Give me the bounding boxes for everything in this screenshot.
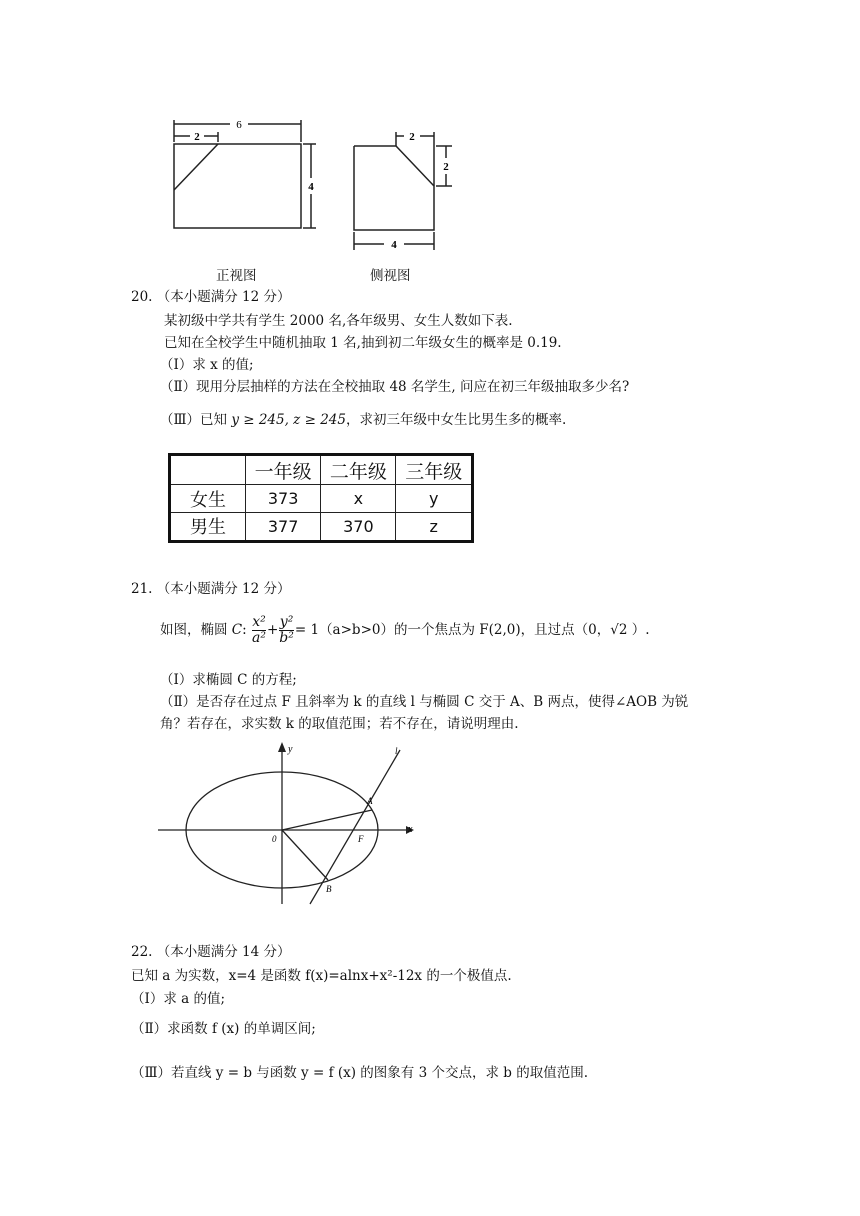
- q20-part3-prefix: （Ⅲ）已知: [160, 412, 232, 428]
- q20-part3-math: y ≥ 245, z ≥ 245: [231, 412, 346, 428]
- q20-line1: 某初级中学共有学生 2000 名,各年级男、女生人数如下表.: [164, 313, 513, 329]
- table-cell: 373: [246, 485, 321, 513]
- side-view: [354, 132, 452, 250]
- table-cell: 370: [321, 512, 396, 541]
- origin-label: 0: [272, 834, 277, 844]
- table-row-label: 男生: [170, 512, 246, 541]
- table-header-cell: 三年级: [396, 455, 473, 485]
- table-cell: z: [396, 512, 473, 541]
- table-row: [170, 485, 473, 513]
- ellipse-name: C: [231, 622, 243, 638]
- front-dim-small: 2: [194, 131, 200, 143]
- eq-rhs: = 1: [294, 622, 320, 638]
- table-corner-cell: [170, 455, 246, 485]
- side-dim-side: 2: [443, 161, 449, 173]
- point-b-label: B: [326, 884, 332, 894]
- table-header-cell: 二年级: [321, 455, 396, 485]
- three-view-figures: [160, 112, 480, 252]
- table-header-cell: 一年级: [246, 455, 321, 485]
- q20-line2: 已知在全校学生中随机抽取 1 名,抽到初二年级女生的概率是 0.19.: [164, 335, 562, 351]
- side-dim-small: 2: [409, 131, 415, 143]
- q20-part3-suffix: ，求初三年级中女生比男生多的概率.: [345, 412, 567, 428]
- q21-part1: （Ⅰ）求椭圆 C 的方程;: [160, 672, 297, 688]
- q21-intro: [160, 614, 650, 646]
- q22-part3: （Ⅲ）若直线 y = b 与函数 y = f (x) 的图象有 3 个交点，求 b 的取值范围.: [131, 1065, 588, 1081]
- x-axis-label: x: [408, 824, 413, 835]
- side-view-label: 侧视图: [370, 268, 411, 284]
- q21-part2b: 角？若存在，求实数 k 的取值范围；若不存在，请说明理由.: [160, 716, 519, 732]
- q22-header: 22. （本小题满分 14 分）: [131, 944, 291, 960]
- focus-label: F: [358, 834, 364, 844]
- point-a-label: A: [367, 796, 373, 806]
- q22-part1: （Ⅰ）求 a 的值;: [131, 991, 226, 1007]
- q22-part2: （Ⅱ）求函数 f (x) 的单调区间;: [131, 1021, 316, 1037]
- q20-header: 20. （本小题满分 12 分）: [131, 289, 291, 305]
- eq-lhs: :: [242, 622, 247, 638]
- table-cell: 377: [246, 512, 321, 541]
- front-view-label: 正视图: [216, 268, 257, 284]
- segment-ob: [282, 830, 328, 880]
- line-l: [310, 750, 400, 904]
- q21-intro-prefix: 如图，椭圆: [160, 622, 232, 638]
- table-row: [170, 512, 473, 541]
- q20-part2: （Ⅱ）现用分层抽样的方法在全校抽取 48 名学生, 问应在初三年级抽取多少名?: [160, 379, 630, 395]
- fraction-y: $\frac{\text{y²}}{\text{b²}}$: [279, 614, 294, 646]
- q21-header: 21. （本小题满分 12 分）: [131, 581, 291, 597]
- table-row-label: 女生: [170, 485, 246, 513]
- table-cell: y: [396, 485, 473, 513]
- q21-part2a: （Ⅱ）是否存在过点 F 且斜率为 k 的直线 l 与椭圆 C 交于 A、B 两点，使得∠AOB 为锐: [160, 694, 689, 710]
- q20-part3: [160, 411, 566, 429]
- fraction-x: $\frac{\text{x²}}{\text{a²}}$: [252, 614, 266, 646]
- y-axis-arrow: [278, 742, 286, 752]
- table-cell: x: [321, 485, 396, 513]
- q20-part1: （Ⅰ）求 x 的值;: [160, 357, 254, 373]
- q21-intro-condition: （a>b>0）的一个焦点为 F(2,0)，且过点（0，√2 ）.: [319, 622, 650, 638]
- front-dim-side: 4: [308, 181, 314, 193]
- ellipse-figure: [154, 740, 422, 910]
- eq-plus: +: [266, 622, 279, 638]
- q22-line1: 已知 a 为实数，x=4 是函数 f(x)=alnx+x²-12x 的一个极值点.: [131, 968, 512, 984]
- line-l-label: l: [395, 746, 398, 756]
- side-dim-bottom: 4: [391, 239, 397, 251]
- y-axis-label: y: [288, 744, 293, 755]
- front-dim-top: 6: [236, 119, 242, 131]
- table-header-row: [170, 455, 473, 485]
- grade-table: [168, 453, 474, 543]
